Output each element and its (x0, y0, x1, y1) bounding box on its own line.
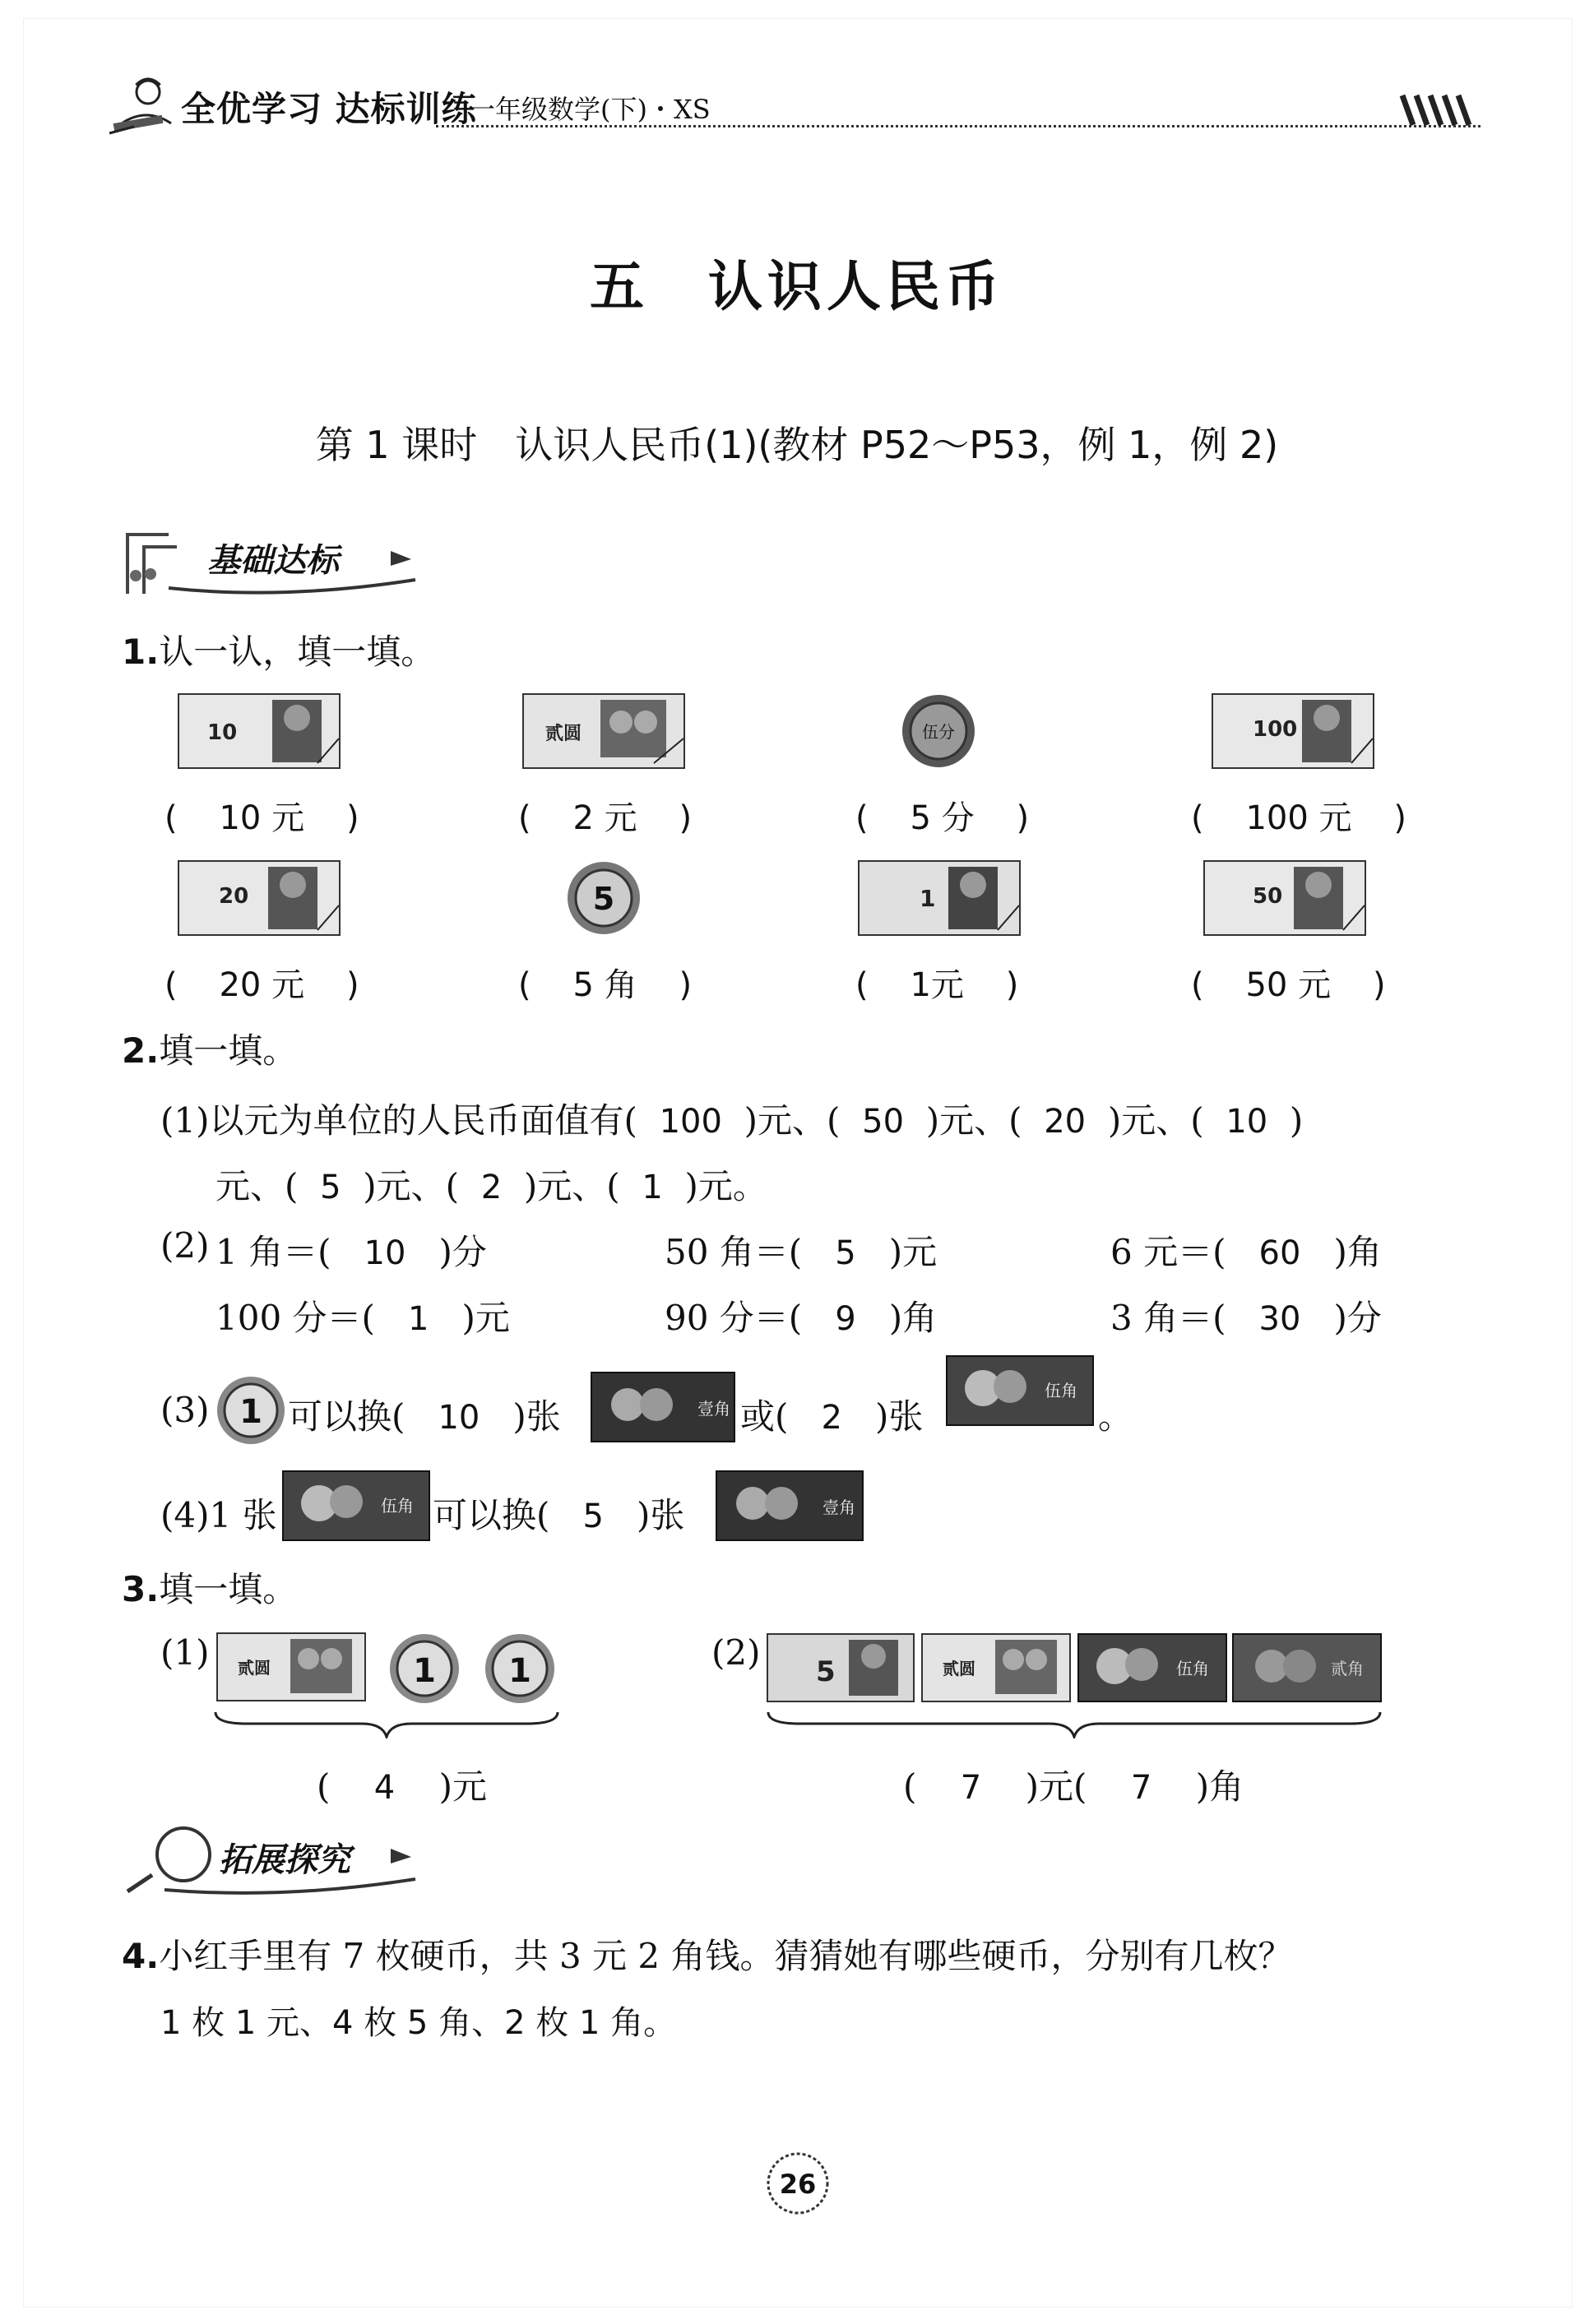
q2-p1-value-7: 1 (642, 1169, 663, 1206)
q2-p2-r1c3-ans: 60 (1258, 1234, 1301, 1272)
q4-number: 4. (122, 1936, 160, 1976)
q1-answer-4: ( 100 元 ) (1191, 799, 1406, 837)
mascot-logo-icon (105, 74, 179, 140)
q2-p3-t1: 可以换( (288, 1396, 405, 1437)
q2-p2-r1c1-right: )分 (438, 1232, 487, 1272)
q3-p2-ans2: 7 (1130, 1769, 1152, 1807)
q1-answer-2-text: 2 元 (572, 799, 637, 837)
note-value-50: 50 (1253, 884, 1283, 909)
q2-p1-value-3: 20 (1044, 1103, 1087, 1141)
q1-answer-6-text: 5 角 (572, 966, 637, 1004)
q3-p2-open: ( (903, 1766, 917, 1807)
q2-p3-text1 (288, 1390, 561, 1439)
q3-five-yuan-note-image (767, 1633, 915, 1702)
q1-answer-5-text: 20 元 (219, 966, 305, 1004)
q2-p2-r1c2-right: )元 (888, 1232, 938, 1272)
q3-p1-ans: 4 (373, 1769, 396, 1807)
header-stripes-icon (1398, 94, 1480, 127)
note-value-100: 100 (1253, 717, 1298, 742)
q2-p1-value-5: 5 (320, 1169, 341, 1206)
q3-note-value-5yuan: 5 (816, 1655, 836, 1688)
q1-prompt: 认一认，填一填。 (159, 632, 436, 672)
note-value-5jiao: 伍角 (1045, 1381, 1077, 1400)
fifty-yuan-note-image (1203, 860, 1366, 936)
note-value-20: 20 (219, 884, 249, 909)
page-title: 五 认识人民币 (590, 255, 1004, 318)
q2-p1-sep-2: )元、( (925, 1100, 1022, 1141)
q2-heading (122, 1024, 297, 1073)
q3-p2-close: )角 (1195, 1766, 1244, 1807)
q3-heading (122, 1562, 297, 1612)
q2-p3-t3: 或( (740, 1396, 789, 1437)
q2-p1-line2-start: 元、( (215, 1166, 299, 1206)
q3-p1-open: ( (317, 1766, 331, 1807)
one-yuan-note-image (858, 860, 1021, 936)
q3-p2-label: (2) (711, 1632, 761, 1673)
note-value-5jiao-2: 伍角 (381, 1496, 414, 1516)
lesson-title: 第 1 课时 认识人民币(1)(教材 P52～P53，例 1，例 2) (315, 423, 1279, 467)
q3-five-jiao-note-image (1077, 1633, 1227, 1702)
q3-one-yuan-coin-image-1 (388, 1632, 461, 1705)
q1-answer-8: ( 50 元 ) (1191, 966, 1386, 1004)
q1-answer-7: ( 1元 ) (855, 966, 1019, 1004)
coin-value-1yuan: 1 (239, 1393, 262, 1431)
q3-two-yuan-note-image (216, 1632, 366, 1701)
page-number: 26 (779, 2169, 817, 2200)
q2-p1-sep-1: )元、( (744, 1100, 841, 1141)
q3-coin-value-1b: 1 (508, 1652, 531, 1690)
q2-p2-r2c2-left: 90 分＝( (665, 1298, 803, 1338)
q4-answer: 1 枚 1 元、4 枚 5 角、2 枚 1 角。 (160, 2004, 677, 2042)
q3-coin-value-1: 1 (413, 1652, 436, 1690)
q2-p2-r1c2-left: 50 角＝( (665, 1232, 803, 1272)
q2-p1-value-4: 10 (1226, 1103, 1268, 1141)
q2-part1-line1: (1)以元为单位的人民币面值有( 100 )元、( 50 )元、( 20 )元、( 10 ) (160, 1100, 1304, 1141)
q1-answer-7-text: 1元 (910, 966, 964, 1004)
q2-p2-r2c3-ans: 30 (1258, 1300, 1301, 1338)
header-dotted-line (436, 125, 1480, 127)
q1-heading (122, 625, 435, 674)
q3-one-yuan-coin-image-2 (484, 1632, 556, 1705)
q2-p2-r2c2 (665, 1291, 937, 1340)
q3-note-value-5jiao: 伍角 (1176, 1659, 1209, 1678)
q2-p2-r1c1-ans: 10 (364, 1234, 406, 1272)
five-jiao-note-image (946, 1355, 1094, 1426)
q2-p4-t1: 可以换( (433, 1495, 550, 1535)
q2-p1-label: (1)以元为单位的人民币面值有( (160, 1100, 637, 1141)
q3-two-jiao-note-image (1232, 1633, 1382, 1702)
two-yuan-note-image (522, 693, 685, 769)
q3-p1-close: )元 (438, 1766, 488, 1807)
q2-p3-t4: )张 (874, 1396, 924, 1437)
q1-answer-4-text: 100 元 (1245, 799, 1352, 837)
q3-two-yuan-note-image-2 (921, 1633, 1071, 1702)
q3-p2-answer (903, 1760, 1244, 1809)
q2-p1-end: )元。 (684, 1166, 767, 1206)
svg-text:贰角: 贰角 (1331, 1659, 1364, 1678)
coin-value-5fen: 伍分 (922, 722, 955, 742)
q2-p1-sep-5: )元、( (523, 1166, 620, 1206)
q2-p2-r1c2-ans: 5 (835, 1234, 856, 1272)
q3-p1-answer (317, 1760, 487, 1809)
q2-p4-text (433, 1488, 684, 1538)
note-value-1jiao: 壹角 (697, 1399, 730, 1419)
q2-p1-value-2: 50 (862, 1103, 905, 1141)
q2-p2-r1c1 (215, 1225, 487, 1275)
q3-p2-brace (767, 1709, 1382, 1738)
q2-p3-t2: )张 (512, 1396, 561, 1437)
q2-p2-r2c1-ans: 1 (407, 1300, 429, 1338)
q1-answer-8-text: 50 元 (1245, 966, 1332, 1004)
q2-p1-sep-3: )元、( (1107, 1100, 1204, 1141)
ten-yuan-note-image (178, 693, 341, 769)
q2-prompt: 填一填。 (159, 1030, 298, 1071)
q2-p2-r2c1 (215, 1291, 510, 1340)
q2-p4-a1: 5 (582, 1498, 604, 1535)
q2-part1-line2 (215, 1160, 767, 1209)
q3-p1-label: (1) (160, 1632, 210, 1673)
q2-p2-r2c3-right: )分 (1333, 1298, 1382, 1338)
q2-p4-label: (4)1 张 (160, 1495, 277, 1535)
q3-note-value-2yuan: 贰圆 (238, 1658, 271, 1678)
one-jiao-note-image-2 (716, 1470, 864, 1541)
q2-p2-r1c3 (1110, 1225, 1382, 1275)
q3-note-value-2yuan-b: 贰圆 (943, 1659, 975, 1678)
q3-p2-ans1: 7 (960, 1769, 982, 1807)
q4-prompt: 小红手里有 7 枚硬币，共 3 元 2 角钱。猜猜她有哪些硬币，分别有几枚？ (159, 1936, 1293, 1976)
five-jiao-coin-image (566, 860, 642, 936)
q1-number: 1. (122, 632, 160, 672)
q2-p2-r1c3-right: )角 (1333, 1232, 1382, 1272)
header-brand: 全优学习 达标训练 (181, 89, 477, 129)
q1-answer-2: ( 2 元 ) (518, 799, 693, 837)
hundred-yuan-note-image (1212, 693, 1374, 769)
q2-p3-label: (3) (160, 1390, 210, 1430)
q2-p2-r2c3-left: 3 角＝( (1110, 1298, 1226, 1338)
q2-number: 2. (122, 1030, 160, 1071)
note-value-2: 贰圆 (545, 724, 582, 744)
five-jiao-note-image-2 (282, 1470, 430, 1541)
header-subtitle: 一年级数学(下)・XS (469, 94, 711, 125)
q1-answer-1-text: 10 元 (219, 799, 305, 837)
q3-prompt: 填一填。 (159, 1569, 298, 1609)
q4-heading (122, 1929, 1292, 1979)
q3-number: 3. (122, 1569, 160, 1609)
q2-p2-r1c2 (665, 1225, 937, 1275)
q2-p2-r2c2-right: )角 (888, 1298, 938, 1338)
q2-p3-t5: 。 (1098, 1396, 1133, 1437)
five-fen-coin-image (901, 693, 976, 769)
q1-answer-5: ( 20 元 ) (164, 966, 359, 1004)
note-value-1jiao-2: 壹角 (822, 1498, 855, 1517)
q2-p1-value-1: 100 (659, 1103, 722, 1141)
q2-p2-r2c3 (1110, 1291, 1382, 1340)
coin-value-5jiao: 5 (592, 881, 615, 917)
q2-p1-sep-4: )元、( (363, 1166, 460, 1206)
page-number-badge (765, 2150, 831, 2216)
q2-p3-a2: 2 (821, 1399, 842, 1437)
q2-p3-a1: 10 (438, 1399, 480, 1437)
q1-answer-1: ( 10 元 ) (164, 799, 359, 837)
q2-p2-r1c1-left: 1 角＝( (215, 1232, 331, 1272)
note-value-10: 10 (207, 720, 238, 745)
q2-p4-t2: )张 (636, 1495, 685, 1535)
q2-p3-text2 (740, 1390, 923, 1439)
q3-p1-brace (214, 1709, 559, 1738)
q2-p2-r2c2-ans: 9 (835, 1300, 856, 1338)
q1-answer-3-text: 5 分 (910, 799, 975, 837)
section-extend-label: 拓展探究 (219, 1841, 350, 1879)
q1-answer-3: ( 5 分 ) (855, 799, 1030, 837)
q2-p1-value-6: 2 (480, 1169, 503, 1206)
q2-p2-r2c1-right: )元 (461, 1298, 510, 1338)
one-jiao-note-image (591, 1372, 735, 1442)
note-value-1: 1 (920, 885, 936, 912)
q2-p2-label: (2) (160, 1225, 210, 1266)
section-basic-label: 基础达标 (207, 542, 339, 580)
q3-p2-mid: )元( (1025, 1766, 1087, 1807)
one-yuan-coin-image (215, 1375, 286, 1446)
q1-answer-6: ( 5 角 ) (518, 966, 693, 1004)
twenty-yuan-note-image (178, 860, 341, 936)
q2-p2-r2c1-left: 100 分＝( (215, 1298, 375, 1338)
q2-p2-r1c3-left: 6 元＝( (1110, 1232, 1226, 1272)
